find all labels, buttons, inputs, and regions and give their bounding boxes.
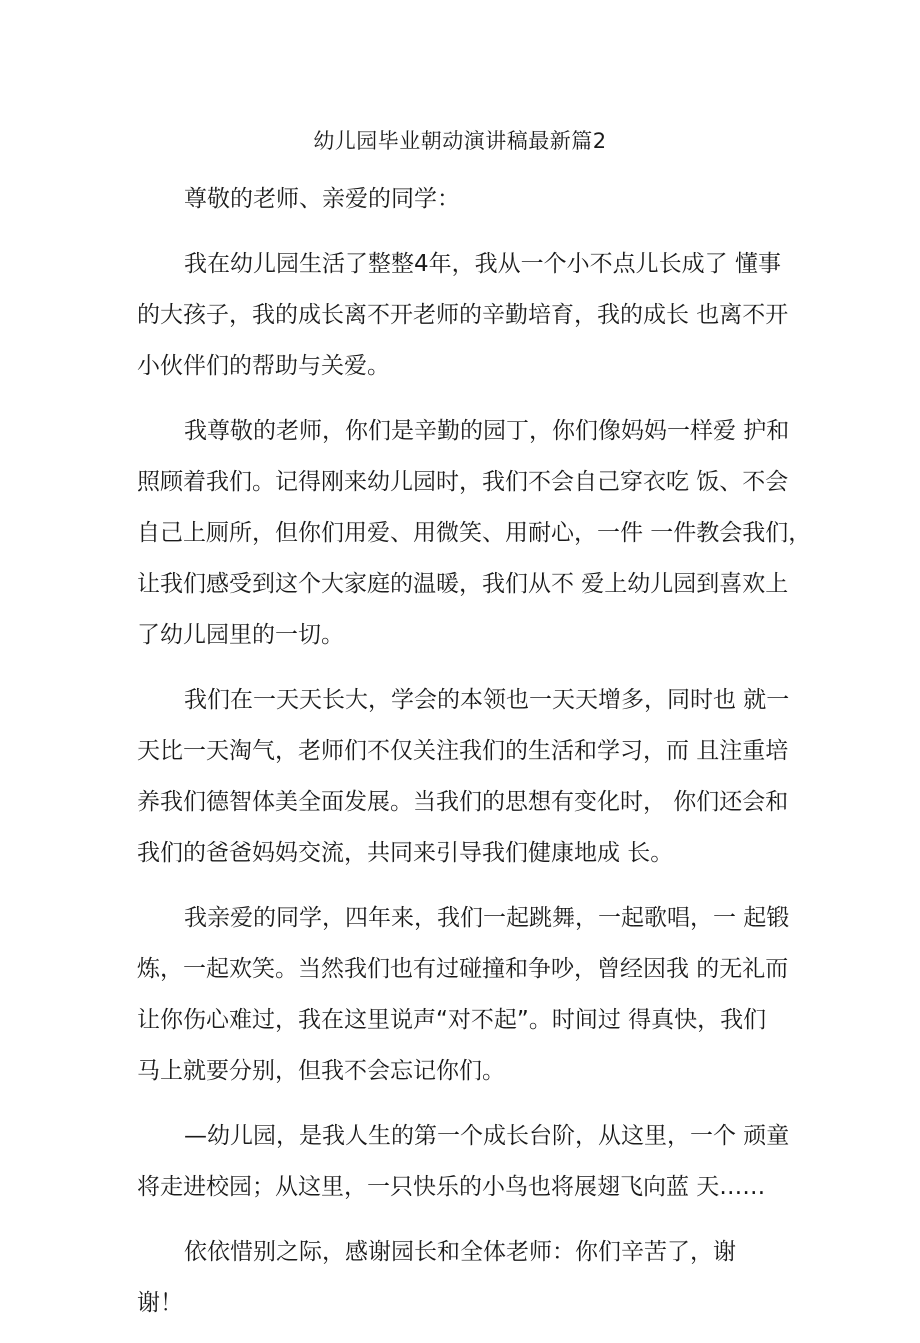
paragraph <box>137 675 797 879</box>
text-line: 的大孩子，我的成长离不开老师的辛勤培育，我的成长 也离不开 <box>137 302 789 328</box>
text-line: 养我们德智体美全面发展。当我们的思想有变化时， 你们还会和 <box>137 789 789 815</box>
text-line: 谢！ <box>137 1290 183 1316</box>
paragraph <box>137 1111 797 1213</box>
text-line: 了幼儿园里的一切。 <box>137 622 344 648</box>
text-line: 我们的爸爸妈妈交流，共同来引导我们健康地成 长。 <box>137 840 674 866</box>
text-line: 照顾着我们。记得刚来幼儿园时，我们不会自己穿衣吃 饭、不会 <box>137 469 789 495</box>
text-line: 我在幼儿园生活了整整4年，我从一个小不点儿长成了 懂事 <box>184 251 781 277</box>
text-line: 我亲爱的同学，四年来，我们一起跳舞，一起歌唱，一 起锻 <box>184 905 790 931</box>
paragraph <box>137 1227 797 1329</box>
text-line: 小伙伴们的帮助与关爱。 <box>137 353 390 379</box>
text-line: 将走进校园；从这里，一只快乐的小鸟也将展翅飞向蓝 天…… <box>137 1174 766 1200</box>
text-line: 依依惜别之际，感谢园长和全体老师：你们辛苦了，谢 <box>184 1239 736 1265</box>
text-line: —幼儿园，是我人生的第一个成长台阶，从这里，一个 顽童 <box>184 1123 790 1149</box>
text-line: 自己上厕所，但你们用爱、用微笑、用耐心，一件 一件教会我们， <box>137 520 812 546</box>
paragraph <box>137 174 797 225</box>
text-line: 让你伤心难过，我在这里说声“对不起”。时间过 得真快，我们 <box>137 1007 767 1033</box>
text-line: 尊敬的老师、亲爱的同学： <box>184 186 460 212</box>
text-line: 炼，一起欢笑。当然我们也有过碰撞和争吵，曾经因我 的无礼而 <box>137 956 789 982</box>
paragraph <box>137 893 797 1097</box>
text-line: 我们在一天天长大，学会的本领也一天天增多，同时也 就一 <box>184 687 790 713</box>
paragraph <box>137 406 812 661</box>
paragraph <box>137 239 797 392</box>
document-body <box>137 174 812 1343</box>
text-line: 我尊敬的老师，你们是辛勤的园丁，你们像妈妈一样爱 护和 <box>184 418 790 444</box>
text-line: 让我们感受到这个大家庭的温暖，我们从不 爱上幼儿园到喜欢上 <box>137 571 789 597</box>
document-title: 幼儿园毕业朝动演讲稿最新篇2 <box>313 129 607 153</box>
text-line: 天比一天淘气，老师们不仅关注我们的生活和学习，而 且注重培 <box>137 738 789 764</box>
text-line: 马上就要分别，但我不会忘记你们。 <box>137 1058 505 1084</box>
